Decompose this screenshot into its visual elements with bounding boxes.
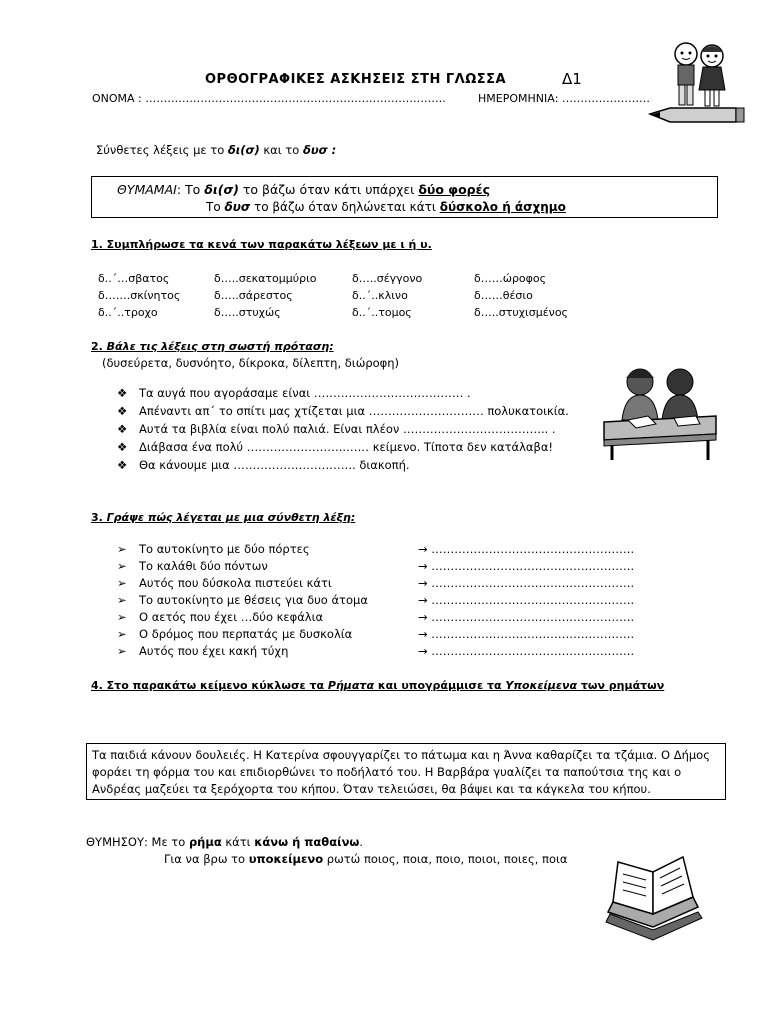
remember-box: [91, 176, 718, 218]
section-2-title: 2. Βάλε τις λέξεις στη σωστή πρόταση:: [91, 340, 334, 353]
word-blank: δ…..σέγγονο: [352, 272, 423, 285]
worksheet-code: Δ1: [562, 70, 582, 88]
word-blank: δ..΄…σβατος: [98, 272, 170, 285]
answer-blank: → ……………………………………………..: [418, 542, 635, 556]
word-blank: δ…..στυχώς: [214, 306, 281, 319]
section-4-text-box: Τα παιδιά κάνουν δουλειές. Η Κατερίνα σφουγγαρίζει το πάτωμα και η Άννα καθαρίζει τα τζάμια. Ο Δήμος φοράει τη φόρμα του και επιδιορθώνει το ποδήλατό του. Η Βαρβάρα γυαλίζει τα παπούτσια της και ο Ανδρέας μαζεύει τα ξερόχορτα του κήπου. Όταν τελειώσει, θα βάψει και τα κάγκελα του κήπου.: [86, 743, 726, 800]
list-item: ❖ Τα αυγά που αγοράσαμε είναι ………………………………… .: [117, 386, 471, 400]
answer-blank: → ……………………………………………..: [418, 593, 635, 607]
word-blank: δ……θέσιο: [474, 289, 533, 302]
worksheet-title: ΟΡΘΟΓΡΑΦΙΚΕΣ ΑΣΚΗΣΕΙΣ ΣΤΗ ΓΛΩΣΣΑ: [205, 72, 507, 87]
list-item: ➢ Αυτός που έχει κακή τύχη: [117, 644, 289, 658]
word-blank: δ…..σεκατομμύριο: [214, 272, 317, 285]
word-blank: δ…..σάρεστος: [214, 289, 293, 302]
section-3-title: 3. Γράψε πώς λέγεται με μια σύνθετη λέξη:: [91, 511, 356, 524]
word-blank: δ…….σκίνητος: [98, 289, 181, 302]
list-item: ➢ Το καλάθι δύο πόντων: [117, 559, 268, 573]
list-item: ❖ Διάβασα ένα πολύ ……………………..…… κείμενο. Τίποτα δεν κατάλαβα!: [117, 440, 554, 454]
remember-rule-dys: Το δυσ το βάζω όταν δηλώνεται κάτι δύσκολο ή άσχημο: [206, 200, 566, 214]
kids-on-pencil-clipart: [648, 40, 748, 130]
list-item: ❖ Θα κάνουμε μια ………………………….. διακοπή.: [117, 458, 410, 472]
remember-rule-dis: ΘΥΜΑΜΑΙ: Το δι(σ) το βάζω όταν κάτι υπάρχει δύο φορές: [117, 182, 490, 197]
name-field: ΟΝΟΜΑ : ……………………………………………………………………….: [92, 92, 446, 105]
list-item: ❖ Αυτά τα βιβλία είναι πολύ παλιά. Είναι πλέον ……………………………….. .: [117, 422, 556, 436]
word-blank: δ…..στυχισμένος: [474, 306, 569, 319]
list-item: ❖ Απέναντι απ΄ το σπίτι μας χτίζεται μια ………………………… πολυκατοικία.: [117, 404, 569, 418]
answer-blank: → ……………………………………………..: [418, 610, 635, 624]
intro-line: Σύνθετες λέξεις με το δι(σ) και το δυσ :: [96, 143, 337, 157]
reminder-subject: Για να βρω το υποκείμενο ρωτώ ποιος, ποια, ποιο, ποιοι, ποιες, ποια: [164, 852, 568, 866]
reminder-verb: ΘΥΜΗΣΟΥ: Με το ρήμα κάτι κάνω ή παθαίνω.: [86, 835, 364, 849]
answer-blank: → ……………………………………………..: [418, 559, 635, 573]
answer-blank: → ……………………………………………..: [418, 627, 635, 641]
section-2-options: (δυσεύρετα, δυσνόητο, δίκροκα, δίλεπτη, διώροφη): [102, 356, 400, 370]
word-blank: δ..΄..κλινο: [352, 289, 408, 302]
section-4-title: 4. Στο παρακάτω κείμενο κύκλωσε τα Ρήματα και υπογράμμισε τα Υποκείμενα των ρημάτων: [91, 679, 665, 692]
list-item: ➢ Αυτός που δύσκολα πιστεύει κάτι: [117, 576, 332, 590]
answer-blank: → ……………………………………………..: [418, 644, 635, 658]
word-blank: δ..΄..τομος: [352, 306, 412, 319]
answer-blank: → ……………………………………………..: [418, 576, 635, 590]
students-at-desk-clipart: [600, 360, 720, 460]
list-item: ➢ Ο δρόμος που περπατάς με δυσκολία: [117, 627, 353, 641]
date-field: ΗΜΕΡΟΜΗΝΙΑ: ……………………: [478, 92, 650, 105]
list-item: ➢ Ο αετός που έχει …δύο κεφάλια: [117, 610, 324, 624]
section-1-title: 1. Συμπλήρωσε τα κενά των παρακάτω λέξεων με ι ή υ.: [91, 238, 432, 251]
open-book-clipart: [598, 852, 708, 952]
list-item: ➢ Το αυτοκίνητο με θέσεις για δυο άτομα: [117, 593, 368, 607]
word-blank: δ……ώροφος: [474, 272, 547, 285]
word-blank: δ..΄..τροχο: [98, 306, 158, 319]
list-item: ➢ Το αυτοκίνητο με δύο πόρτες: [117, 542, 310, 556]
